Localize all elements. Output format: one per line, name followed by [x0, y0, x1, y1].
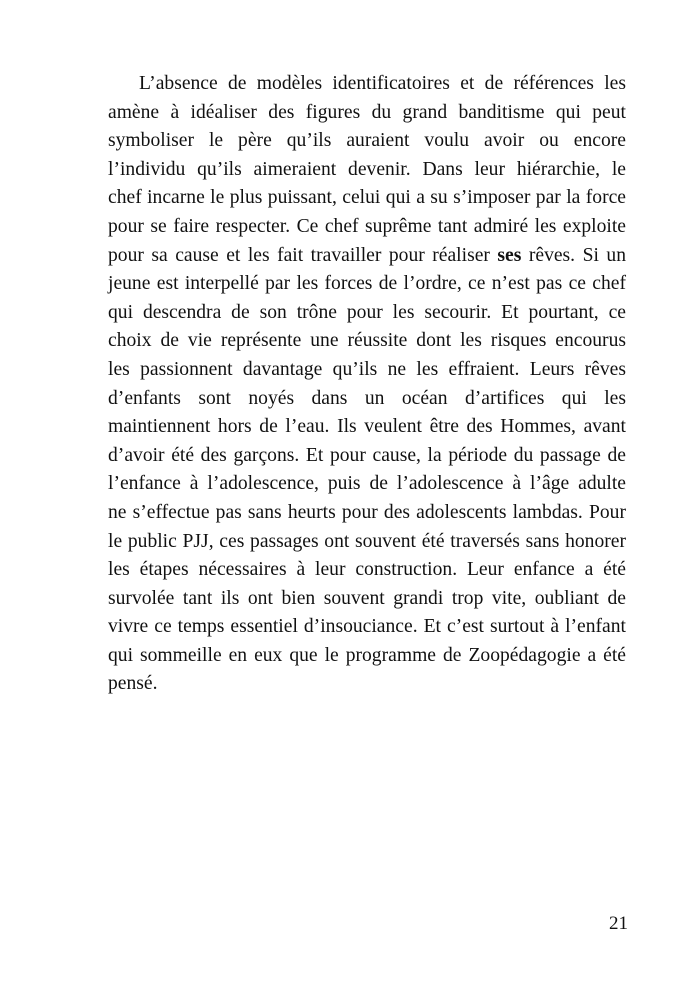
text-line: d’enfants sont noyés dans un océan d’artifices qui les: [108, 387, 626, 409]
text-line-with-emphasis: [108, 242, 626, 271]
text-line: les passionnent davantage qu’ils ne les effraient. Leurs rêves: [108, 358, 626, 380]
text-line: amène à idéaliser des figures du grand banditisme qui peut: [108, 101, 626, 123]
text-segment: rêves. Si un: [521, 244, 626, 266]
text-line: survolée tant ils ont bien souvent grandi trop vite, oubliant de: [108, 587, 626, 609]
text-line: pour se faire respecter. Ce chef suprême tant admiré les exploite: [108, 215, 626, 237]
text-line: le public PJJ, ces passages ont souvent été traversés sans honorer: [108, 530, 626, 552]
body-paragraph: [108, 70, 626, 699]
text-line: jeune est interpellé par les forces de l’ordre, ce n’est pas ce chef: [108, 273, 626, 295]
text-line: les étapes nécessaires à leur construction. Leur enfance a été: [108, 559, 626, 581]
text-line: qui descendra de son trône pour les secourir. Et pourtant, ce: [108, 301, 626, 323]
text-line: qui sommeille en eux que le programme de Zoopédagogie a été: [108, 644, 626, 666]
text-line: ne s’effectue pas sans heurts pour des adolescents lambdas. Pour: [108, 501, 626, 523]
text-line: chef incarne le plus puissant, celui qui a su s’imposer par la force: [108, 187, 626, 209]
text-line: l’individu qu’ils aimeraient devenir. Dans leur hiérarchie, le: [108, 158, 626, 180]
text-line: choix de vie représente une réussite dont les risques encourus: [108, 330, 626, 352]
text-line: l’enfance à l’adolescence, puis de l’adolescence à l’âge adulte: [108, 473, 626, 495]
text-line: symboliser le père qu’ils auraient voulu avoir ou encore: [108, 130, 626, 152]
page-number: 21: [609, 913, 628, 934]
text-line: maintiennent hors de l’eau. Ils veulent être des Hommes, avant: [108, 416, 626, 438]
text-line: L’absence de modèles identificatoires et de références les: [139, 73, 626, 94]
text-line: d’avoir été des garçons. Et pour cause, la période du passage de: [108, 444, 626, 466]
text-line: vivre ce temps essentiel d’insouciance. Et c’est surtout à l’enfant: [108, 616, 626, 638]
emphasized-word: ses: [497, 244, 522, 266]
text-line: pensé.: [108, 673, 158, 695]
text-segment: pour sa cause et les fait travailler pour réaliser: [108, 244, 490, 266]
